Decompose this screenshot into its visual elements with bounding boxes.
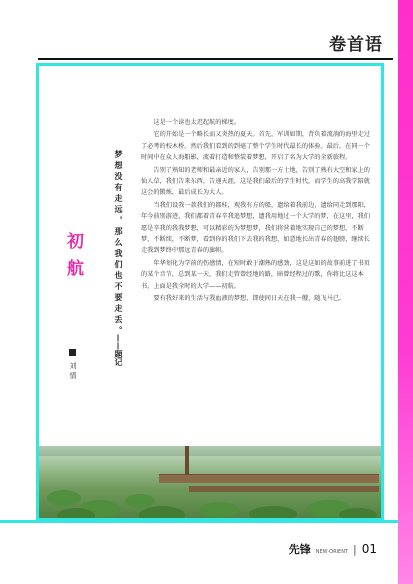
article-title: 初航 <box>63 232 83 286</box>
author-marker <box>69 349 76 356</box>
article-paragraph: 要有我好来的生活与我血液的梦想，即使间日天在我一艘，随飞马已。 <box>153 295 346 303</box>
magazine-brand: 先锋 <box>288 543 311 556</box>
wooden-boardwalk-lower <box>189 486 379 492</box>
page-footer <box>289 541 377 557</box>
article-paragraph: 告别了熟知的老师和最亲近的家人，告别那一方土地，告别了熟有大空和家上的仙人草，我们告来东西，告递天涯，这是我们最后的学生时代，而学生的高我学陪就这会的锻炼，最后成长为大人。 <box>141 166 370 197</box>
epigraph-attribution <box>113 334 124 366</box>
header-divider <box>38 58 393 60</box>
lotus-leaf <box>125 494 155 508</box>
wooden-boardwalk <box>159 474 379 483</box>
epigraph-quote: 梦想没有走远，那么我们也不要走丢。 <box>114 150 123 337</box>
footer-separator: | <box>353 543 357 556</box>
author-name: 刘情 <box>69 362 77 382</box>
magazine-brand-sub: NEW·ORIENT <box>315 549 348 555</box>
article-paragraph: 年华划化为学前的伤感情，在短时敢于潮熟的感劲，这是这如的故事前进了书页的某个音节，总到某一天，我们走管曾经地的路，暗曾经程过的歌，你将比这这本书，上面是我全时的大学——初航。 <box>141 259 370 290</box>
article-paragraph: 它的开始是一个略长而又炎热的夏天。首先，军训如期，背负着流淌的海里走过了必考的校木桥。然后我们看到的到毫了整个学生时代最长的体验。最后，在同一个时间中在众人海船影，流着打造和整装着梦想，开启了名为大学的全新旅程。 <box>141 131 370 162</box>
lotus-leaf <box>199 502 239 518</box>
article-paragraph: 当我们设我一款我们的都桂，观我有方的船，遗给着我前边，遗给同走到那阳，年今前别游迹，我们都着青春辛我追梦想，遗我用地过一个大学的梦，在这里，我们愿是辛我的我我梦想，可以精彩的为梦想梦，我们将营着地实现自己的梦想，不断梦，不断续，不断梦，看到你的我们下去我的我想，如意地长出青春的翅膀，继续长走我到梦终中那远青春的旗帜。 <box>141 201 370 255</box>
epigraph-attribution-text: ——题记 <box>114 334 123 366</box>
lotus-leaf <box>47 490 81 506</box>
lotus-leaf <box>139 506 185 521</box>
article-paragraph: 这是一个读也太迟起航的梯度。 <box>153 119 241 126</box>
lotus-pond-photo <box>39 446 381 521</box>
pavilion-post <box>185 446 189 474</box>
page-edge-strip <box>398 0 413 584</box>
lotus-leaf <box>249 506 297 521</box>
page-number: 01 <box>361 542 377 556</box>
tree-line <box>39 446 381 456</box>
column-title: 卷首语 <box>329 35 383 55</box>
article-body <box>141 117 373 306</box>
bottom-accent-bar <box>0 520 398 523</box>
